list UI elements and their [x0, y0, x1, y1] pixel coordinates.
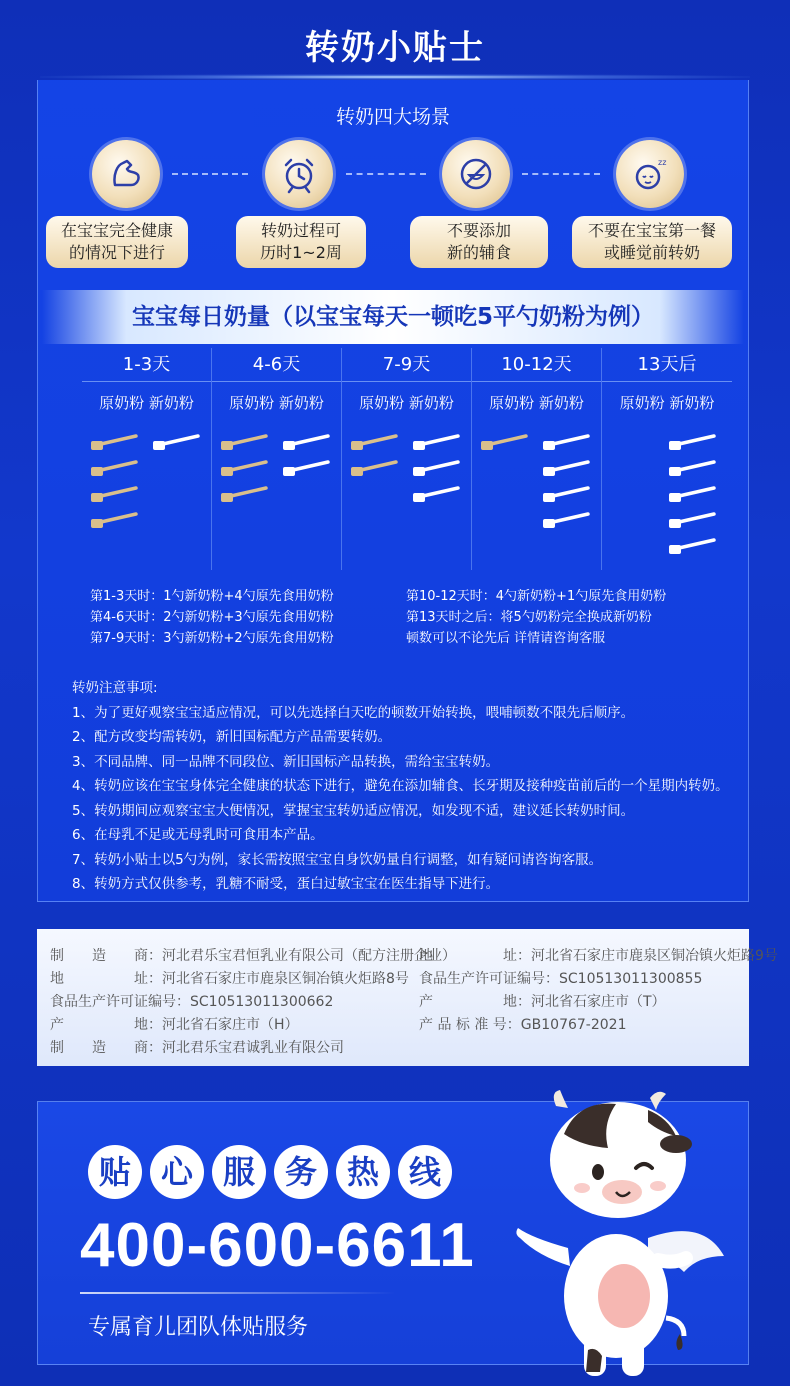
- hotline-char: 线: [398, 1145, 452, 1199]
- hotline-char: 热: [336, 1145, 390, 1199]
- info-line: 产 地：河北省石家庄市（T）: [419, 994, 666, 1010]
- scenes-title: 转奶四大场景: [335, 106, 450, 128]
- legend-line: 第13天时之后：将5勺奶粉完全换成新奶粉: [406, 610, 652, 625]
- note-item: 8、转奶方式仅供参考，乳糖不耐受，蛋白过敏宝宝在医生指导下进行。: [72, 876, 500, 892]
- note-item: 6、在母乳不足或无母乳时可食用本产品。: [72, 827, 324, 843]
- stage-labels: 原奶粉 新奶粉: [359, 394, 454, 412]
- hotline-divider: [80, 1292, 395, 1294]
- note-item: 5、转奶期间应观察宝宝大便情况，掌握宝宝转奶适应情况，如发现不适，建议延长转奶时间。: [72, 802, 635, 819]
- old-formula-scoop: [220, 434, 268, 452]
- old-formula-scoop: [220, 486, 268, 504]
- note-item: 3、不同品牌、同一品牌不同段位、新旧国标产品转换，需给宝宝转奶。: [72, 753, 500, 770]
- legend-line: 顿数可以不论先后 详情请咨询客服: [406, 631, 606, 646]
- note-item: 7、转奶小贴士以5勺为例，家长需按照宝宝自身饮奶量自行调整，如有疑问请咨询客服。: [72, 851, 603, 868]
- hotline-char: 务: [274, 1145, 328, 1199]
- stage-days: 13天后: [602, 348, 732, 382]
- scene-connector: [172, 173, 248, 175]
- new-formula-scoop: [542, 460, 590, 478]
- old-formula-scoop: [90, 434, 138, 452]
- old-formula-scoop: [350, 434, 398, 452]
- svg-text:zz: zz: [658, 158, 667, 167]
- legend-line: 第7-9天时：3勺新奶粉+2勺原先食用奶粉: [90, 631, 334, 646]
- old-formula-scoop: [350, 460, 398, 478]
- scene-connector: [346, 173, 426, 175]
- legend-line: 第4-6天时：2勺新奶粉+3勺原先食用奶粉: [90, 610, 334, 625]
- old-formula-scoop: [90, 512, 138, 530]
- scene-label: 转奶过程可 历时1~2周: [236, 216, 366, 268]
- legend-line: 第1-3天时：1勺新奶粉+4勺原先食用奶粉: [90, 589, 334, 604]
- new-formula-scoop: [668, 538, 716, 556]
- sleeping-baby-icon: [616, 140, 684, 208]
- old-formula-scoop: [90, 486, 138, 504]
- manufacturer-info: [37, 929, 778, 1066]
- new-formula-scoop: [668, 486, 716, 504]
- new-formula-scoop: [282, 460, 330, 478]
- stage-labels: 原奶粉 新奶粉: [489, 394, 584, 412]
- new-formula-scoop: [412, 486, 460, 504]
- alarm-clock-icon: [265, 140, 333, 208]
- notes-title: 转奶注意事项:: [72, 680, 158, 696]
- legend-line: 第10-12天时：4勺新奶粉+1勺原先食用奶粉: [406, 589, 667, 604]
- page-title: 转奶小贴士: [305, 28, 485, 68]
- info-line: 地 址：河北省石家庄市鹿泉区铜冶镇火炬路8号: [50, 971, 409, 987]
- stage-days: 4-6天: [212, 348, 341, 382]
- info-line: 食品生产许可证编号：SC10513011300855: [419, 971, 703, 987]
- note-item: 4、转奶应该在宝宝身体完全健康的状态下进行，避免在添加辅食、长牙期及接种疫苗前后的一个星期内转奶。: [72, 778, 729, 794]
- stage-days: 7-9天: [342, 348, 471, 382]
- new-formula-scoop: [152, 434, 200, 452]
- new-formula-scoop: [542, 434, 590, 452]
- note-item: 1、为了更好观察宝宝适应情况，可以先选择白天吃的顿数开始转换，喂哺顿数不限先后顺序。: [72, 704, 635, 721]
- no-food-icon: [442, 140, 510, 208]
- stage-column: [602, 348, 732, 570]
- stage-column: [82, 348, 212, 570]
- new-formula-scoop: [542, 486, 590, 504]
- stage-days: 1-3天: [82, 348, 211, 382]
- cow-mascot-icon: [498, 1088, 730, 1380]
- info-line: 产 地：河北省石家庄市（H）: [50, 1017, 299, 1033]
- old-formula-scoop: [480, 434, 528, 452]
- info-line: 食品生产许可证编号：SC10513011300662: [50, 994, 334, 1010]
- stage-labels: 原奶粉 新奶粉: [619, 394, 715, 412]
- old-formula-scoop: [220, 460, 268, 478]
- info-line: 产 品 标 准 号：GB10767-2021: [419, 1017, 627, 1033]
- new-formula-scoop: [412, 460, 460, 478]
- notes-section: [72, 676, 732, 897]
- info-line: 制 造 商：河北君乐宝君诚乳业有限公司: [50, 1040, 344, 1056]
- note-item: 2、配方改变均需转奶，新旧国标配方产品需要转奶。: [72, 729, 392, 745]
- hotline-char: 服: [212, 1145, 266, 1199]
- scene-label: 在宝宝完全健康 的情况下进行: [46, 216, 188, 268]
- info-line: 制 造 商：河北君乐宝君恒乳业有限公司（配方注册企业）: [50, 948, 456, 964]
- info-line: 地 址：河北省石家庄市鹿泉区铜冶镇火炬路9号: [419, 948, 778, 964]
- hotline-char: 贴: [88, 1145, 142, 1199]
- new-formula-scoop: [282, 434, 330, 452]
- muscle-arm-icon: [92, 140, 160, 208]
- old-formula-scoop: [90, 460, 138, 478]
- daily-amount-banner: 宝宝每日奶量（以宝宝每天一顿吃5平勺奶粉为例）: [42, 290, 744, 344]
- hotline-phone-number[interactable]: 400-600-6611: [80, 1211, 475, 1280]
- new-formula-scoop: [668, 434, 716, 452]
- hotline-subtitle: 专属育儿团队体贴服务: [88, 1315, 309, 1340]
- scene-label: 不要添加 新的辅食: [410, 216, 548, 268]
- stage-column: [472, 348, 602, 570]
- scoop-table: [82, 348, 732, 570]
- stage-column: [342, 348, 472, 570]
- stage-labels: 原奶粉 新奶粉: [99, 394, 194, 412]
- stage-column: [212, 348, 342, 570]
- hotline-char: 心: [150, 1145, 204, 1199]
- scene-label: 不要在宝宝第一餐 或睡觉前转奶: [572, 216, 732, 268]
- tips-panel: [37, 80, 749, 902]
- new-formula-scoop: [668, 512, 716, 530]
- stage-days: 10-12天: [472, 348, 601, 382]
- stage-labels: 原奶粉 新奶粉: [229, 394, 324, 412]
- new-formula-scoop: [668, 460, 716, 478]
- new-formula-scoop: [412, 434, 460, 452]
- scene-connector: [522, 173, 600, 175]
- new-formula-scoop: [542, 512, 590, 530]
